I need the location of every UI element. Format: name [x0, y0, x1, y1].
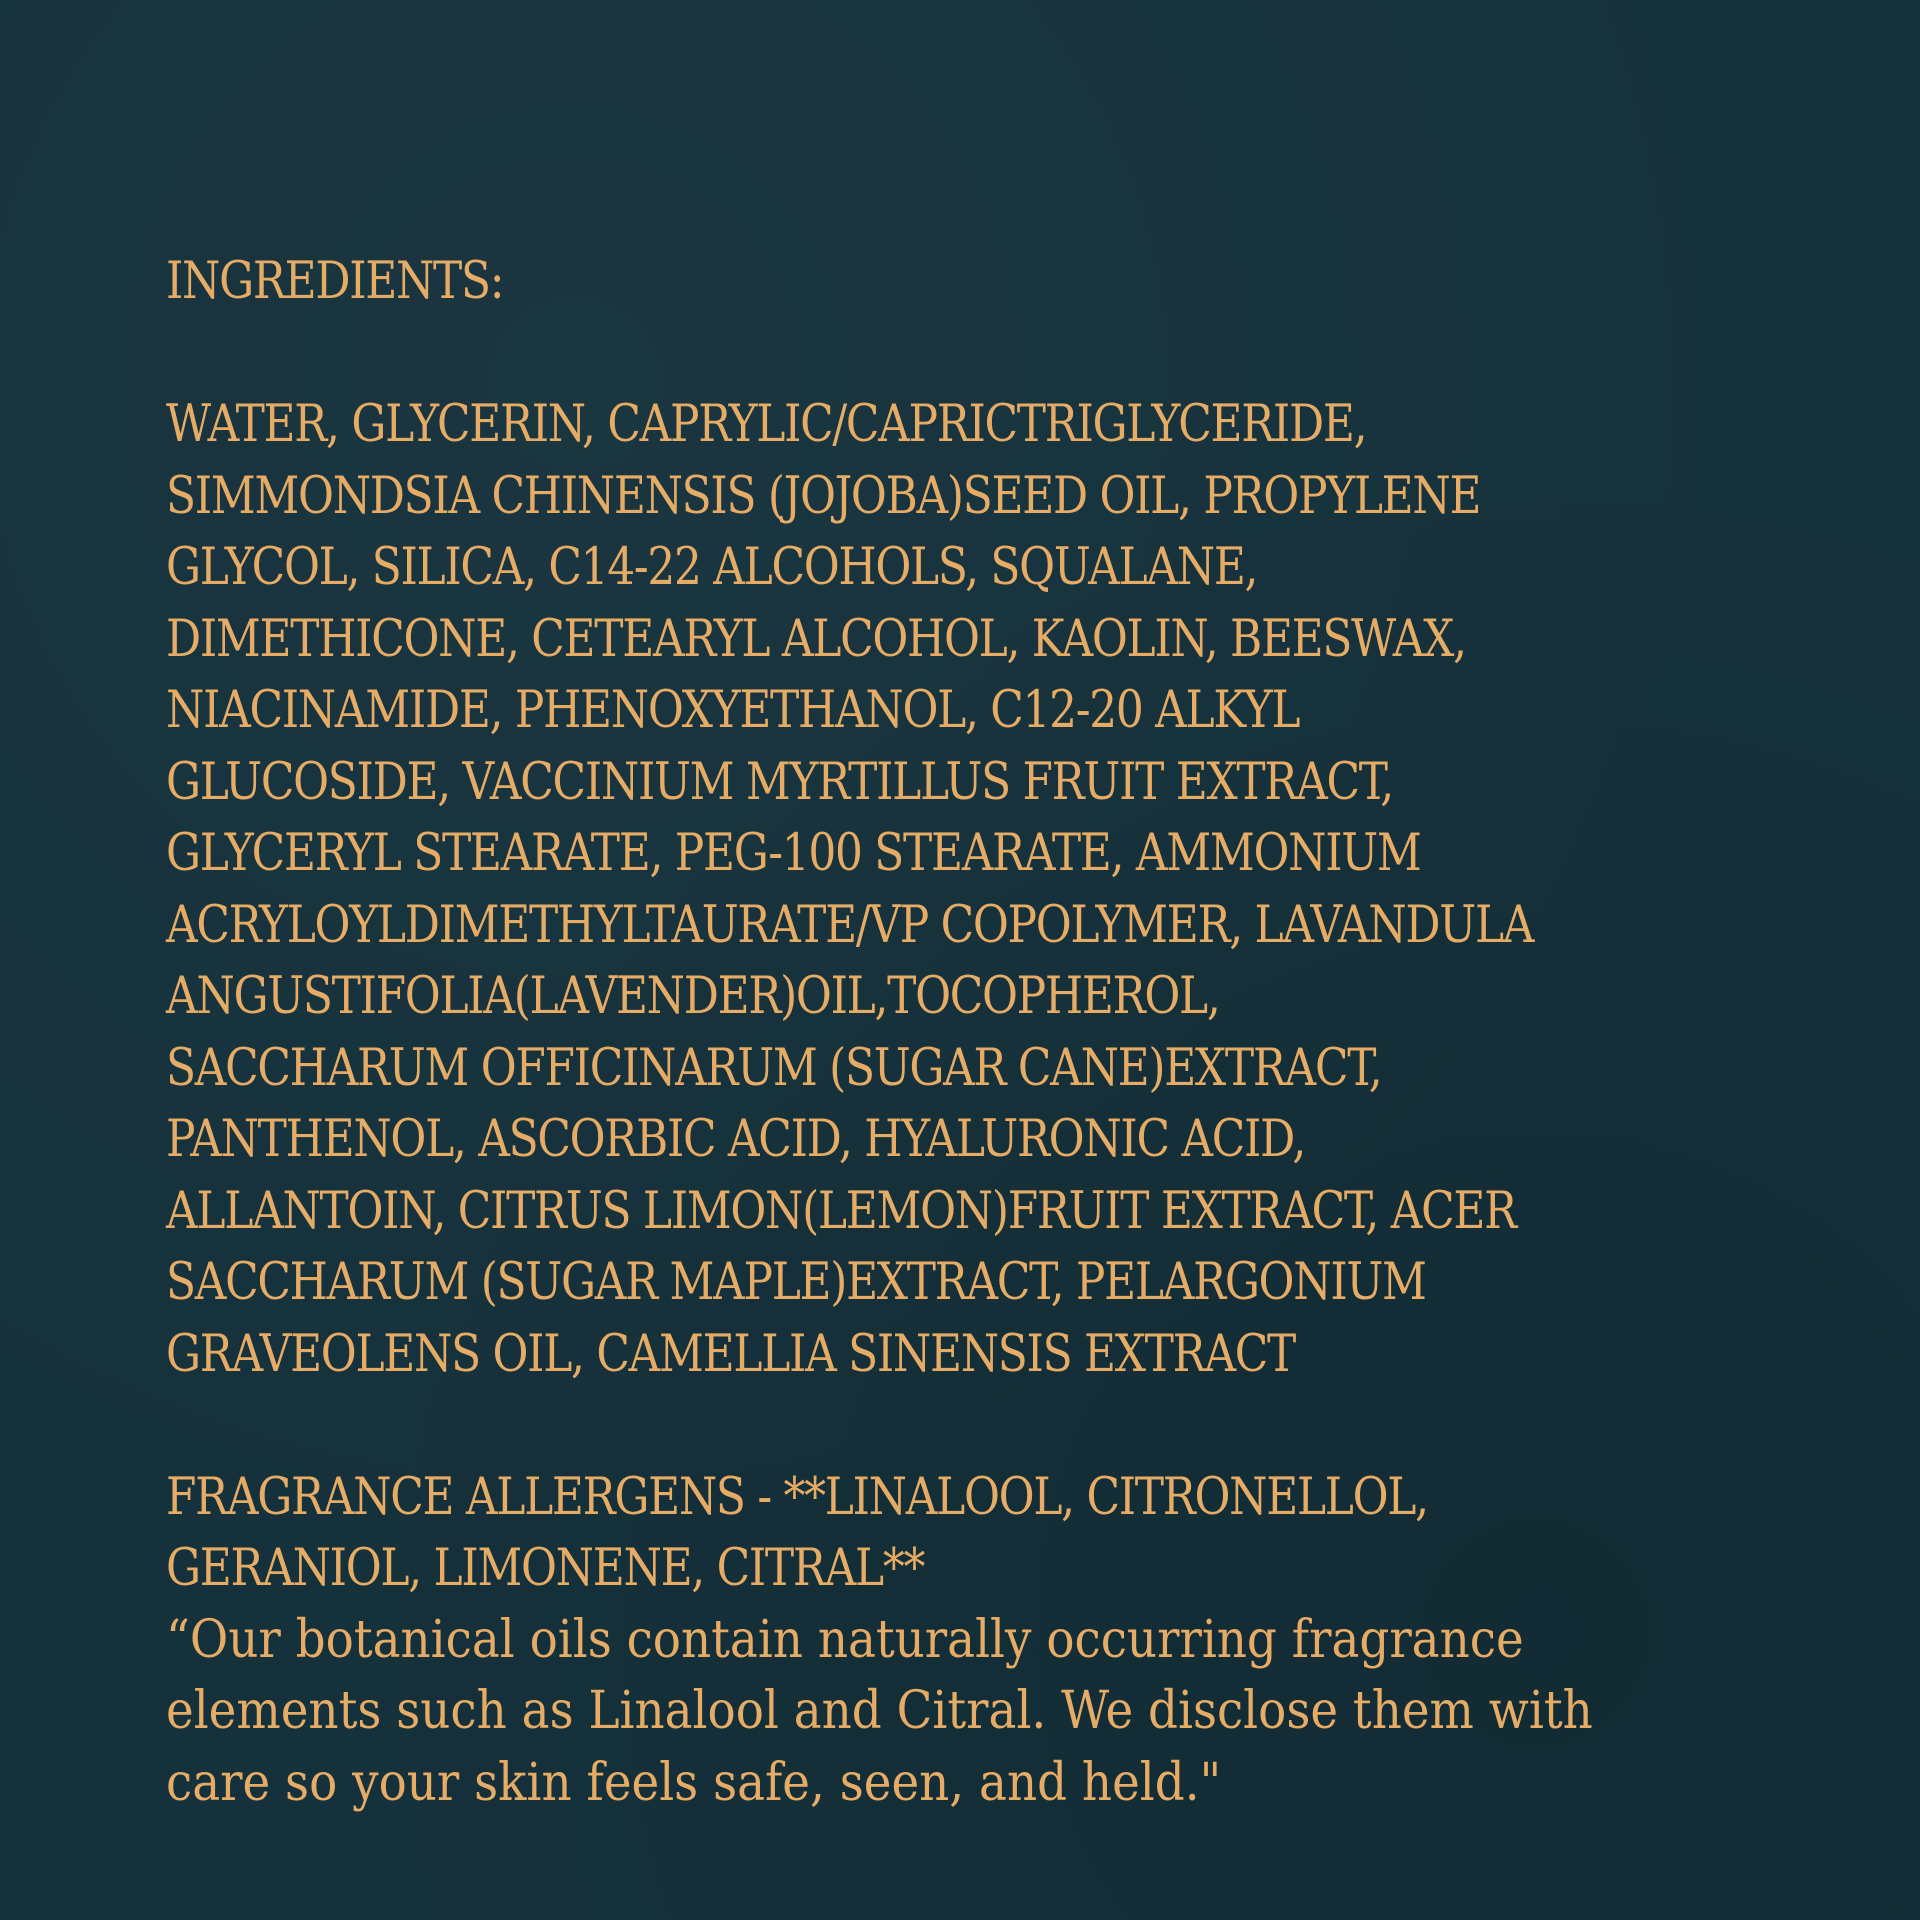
ingredients-line: NIACINAMIDE, PHENOXYETHANOL, C12-20 ALKYL [166, 681, 1300, 740]
ingredients-list [166, 389, 1766, 1390]
allergens-line: GERANIOL, LIMONENE, CITRAL** [166, 1539, 925, 1598]
ingredients-line: PANTHENOL, ASCORBIC ACID, HYALURONIC ACID, [166, 1110, 1306, 1169]
ingredients-line: ALLANTOIN, CITRUS LIMON(LEMON)FRUIT EXTRACT, ACER [166, 1181, 1516, 1241]
ingredients-line: GRAVEOLENS OIL, CAMELLIA SINENSIS EXTRACT [166, 1324, 1295, 1384]
fragrance-allergens [166, 1462, 1766, 1605]
ingredients-line: ACRYLOYLDIMETHYLTAURATE/VP COPOLYMER, LAVANDULA [166, 895, 1534, 955]
ingredients-line: SACCHARUM OFFICINARUM (SUGAR CANE)EXTRACT, [166, 1038, 1382, 1098]
ingredients-line: DIMETHICONE, CETEARYL ALCOHOL, KAOLIN, BEESWAX, [166, 609, 1466, 669]
ingredients-line: GLYCOL, SILICA, C14-22 ALCOHOLS, SQUALANE, [166, 538, 1258, 597]
ingredients-line: SACCHARUM (SUGAR MAPLE)EXTRACT, PELARGONIUM [166, 1253, 1426, 1312]
quote-line: care so your skin feels safe, seen, and held." [166, 1752, 1222, 1813]
ingredients-text-block [166, 246, 1766, 1819]
spacer [166, 1390, 1766, 1462]
spacer [166, 318, 1766, 390]
ingredients-line: WATER, GLYCERIN, CAPRYLIC/CAPRICTRIGLYCERIDE, [166, 395, 1367, 454]
ingredients-heading: INGREDIENTS: [166, 252, 504, 311]
quote-line: “Our botanical oils contain naturally occurring fragrance [166, 1609, 1524, 1670]
ingredients-line: ANGUSTIFOLIA(LAVENDER)OIL,TOCOPHEROL, [166, 967, 1220, 1026]
allergens-line: FRAGRANCE ALLERGENS - **LINALOOL, CITRONELLOL, [166, 1467, 1428, 1527]
ingredients-line: GLYCERYL STEARATE, PEG-100 STEARATE, AMMONIUM [166, 824, 1421, 883]
quote-line: elements such as Linalool and Citral. We disclose them with [166, 1681, 1593, 1741]
ingredients-line: SIMMONDSIA CHINENSIS (JOJOBA)SEED OIL, PROPYLENE [166, 466, 1481, 526]
ingredients-line: GLUCOSIDE, VACCINIUM MYRTILLUS FRUIT EXTRACT, [166, 752, 1393, 812]
disclosure-quote [166, 1605, 1766, 1820]
